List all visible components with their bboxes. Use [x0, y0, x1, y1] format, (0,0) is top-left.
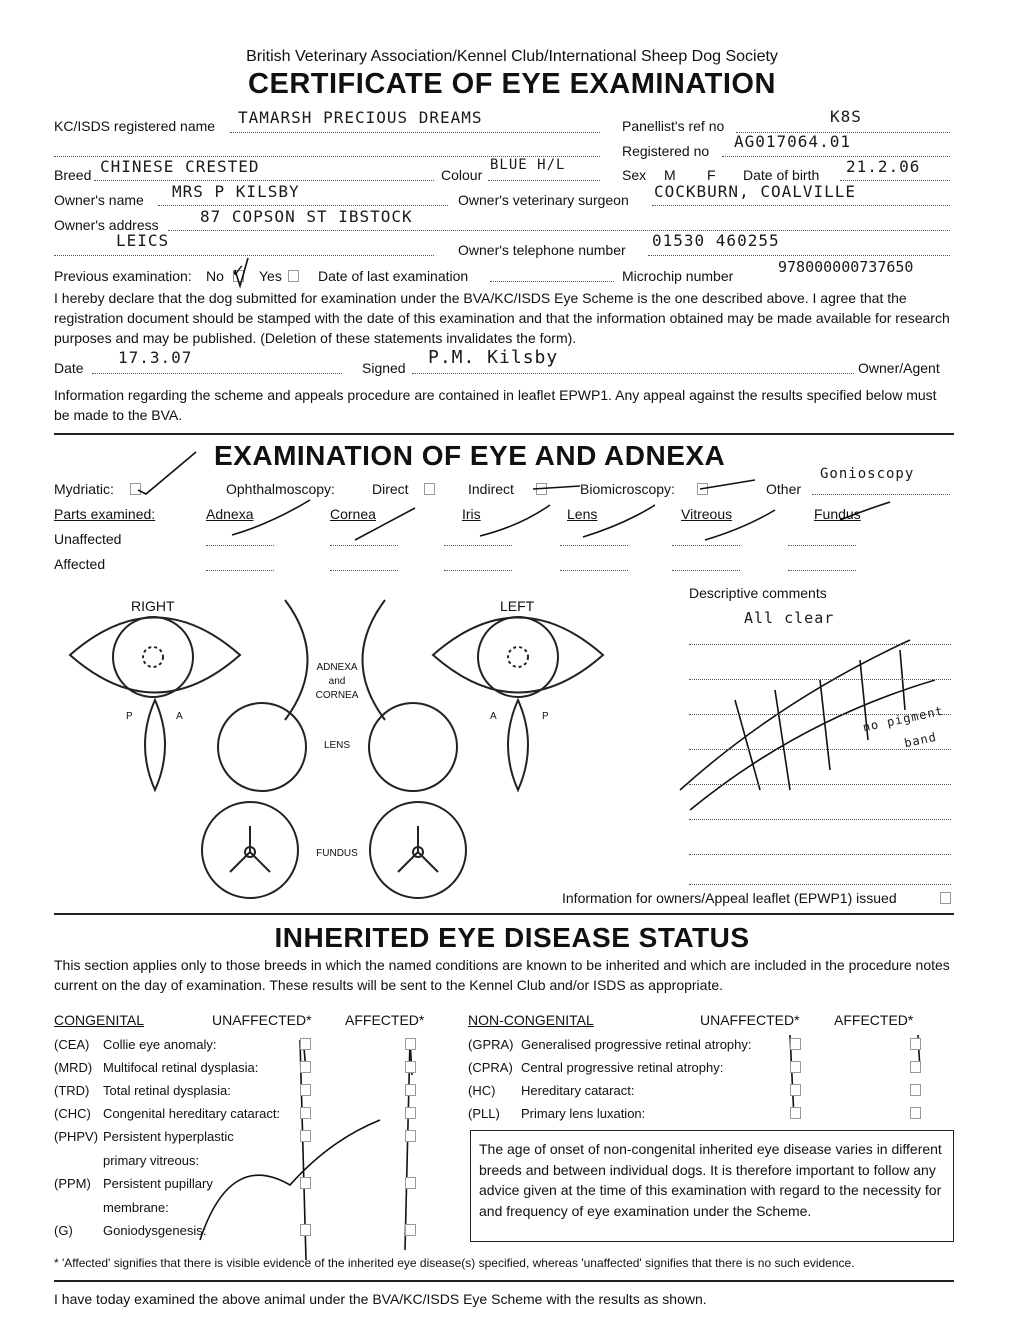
parts-label: Parts examined:	[54, 506, 156, 522]
part-adnexa: Adnexa	[206, 506, 254, 522]
left-cornea-arc	[363, 600, 386, 720]
dob-label: Date of birth	[743, 167, 820, 183]
registered-label: Registered no	[622, 143, 710, 159]
registered-value[interactable]: AG017064.01	[734, 132, 851, 151]
tick-cornea	[355, 508, 415, 540]
right-label: RIGHT	[131, 598, 175, 614]
cpra-name: Central progressive retinal atrophy:	[521, 1060, 724, 1075]
final-statement: I have today examined the above animal under the BVA/KC/ISDS Eye Scheme with the results as shown.	[54, 1291, 707, 1307]
phpv-name-2: primary vitreous:	[103, 1153, 200, 1168]
part-vitreous: Vitreous	[681, 506, 733, 522]
part-lens: Lens	[567, 506, 598, 522]
pll-code: (PLL)	[468, 1106, 500, 1121]
g-unaffected-checkbox[interactable]	[300, 1224, 311, 1236]
right-eye-outline	[70, 618, 240, 693]
direct-label: Direct	[372, 481, 409, 497]
address-value-2[interactable]: LEICS	[116, 231, 170, 250]
left-eye-outline	[433, 618, 603, 693]
gpra-unaffected-checkbox[interactable]	[790, 1038, 801, 1050]
left-fundus-vessels	[398, 826, 438, 872]
chc-unaffected-checkbox[interactable]	[300, 1107, 311, 1119]
tick-lens	[583, 505, 655, 537]
panellist-value[interactable]: K8S	[830, 107, 862, 126]
inherited-intro: This section applies only to those breeds in which the named conditions are known to be inherited and which are included in the procedure notes current on the day of examination. These results will be sent to the Kennel Club and/or ISDS as appropriate.	[54, 957, 950, 993]
prev-no-tick: ✓	[232, 258, 246, 282]
left-lens-profile	[508, 700, 528, 790]
margin-note-2: band	[902, 729, 939, 751]
address-value[interactable]: 87 COPSON ST IBSTOCK	[200, 207, 413, 226]
vet-label: Owner's veterinary surgeon	[458, 192, 629, 208]
right-a-label: A	[176, 711, 183, 722]
unaffected-label: Unaffected	[54, 531, 122, 547]
left-lens-circle	[369, 703, 457, 791]
kc-name-value[interactable]: TAMARSH PRECIOUS DREAMS	[238, 108, 483, 127]
comment-line-8[interactable]	[689, 870, 951, 885]
cpra-affected-checkbox[interactable]	[910, 1061, 921, 1073]
cpra-code: (CPRA)	[468, 1060, 513, 1075]
phpv-affected-checkbox[interactable]	[405, 1130, 416, 1142]
cea-name: Collie eye anomaly:	[103, 1037, 217, 1052]
right-eye-pupil	[143, 647, 163, 667]
left-label: LEFT	[500, 598, 535, 614]
congenital-affected-col: AFFECTED*	[345, 1012, 425, 1028]
hc-name: Hereditary cataract:	[521, 1083, 635, 1098]
non-congenital-affected-col: AFFECTED*	[834, 1012, 914, 1028]
indirect-label: Indirect	[468, 481, 514, 497]
cea-unaffected-checkbox[interactable]	[300, 1038, 311, 1050]
tick-mydriatic	[138, 452, 196, 494]
cpra-unaffected-checkbox[interactable]	[790, 1061, 801, 1073]
phpv-unaffected-checkbox[interactable]	[300, 1130, 311, 1142]
adnexa-label-1: ADNEXA	[316, 662, 358, 673]
ppm-name-2: membrane:	[103, 1200, 169, 1215]
other-label: Other	[766, 481, 802, 497]
gpra-name: Generalised progressive retinal atrophy:	[521, 1037, 752, 1052]
trd-unaffected-checkbox[interactable]	[300, 1084, 311, 1096]
comment-line-1[interactable]	[689, 630, 951, 645]
prev-exam-label: Previous examination:	[54, 268, 192, 284]
part-cornea: Cornea	[330, 506, 376, 522]
declaration-text: I hereby declare that the dog submitted for examination under the BVA/KC/ISDS Eye Scheme is the one described above. I agree that the registration document should be stamped with the date of this examination and that the information obtained may be made available for research purposes and may be published. (Deletion of these statements invalidates the form).	[54, 290, 950, 346]
adnexa-label-2: and	[328, 676, 346, 687]
dob-value[interactable]: 21.2.06	[846, 157, 921, 176]
comment-line-6[interactable]	[689, 805, 951, 820]
inherited-title: INHERITED EYE DISEASE STATUS	[274, 922, 750, 953]
mrd-unaffected-checkbox[interactable]	[300, 1061, 311, 1073]
congenital-unaffected-col: UNAFFECTED*	[212, 1012, 312, 1028]
congenital-label: CONGENITAL	[54, 1012, 144, 1028]
panellist-label: Panellist's ref no	[622, 118, 725, 134]
chc-code: (CHC)	[54, 1106, 91, 1121]
note-box: The age of onset of non-congenital inherited eye disease varies in different breeds and between individual dogs. It is therefore important to follow any advice given at the time of this examination with regard to the necessity for and frequency of eye examination under the Scheme.	[470, 1130, 954, 1242]
microchip-label: Microchip number	[622, 268, 734, 284]
g-affected-checkbox[interactable]	[405, 1224, 416, 1236]
ppm-name: Persistent pupillary	[103, 1176, 213, 1191]
ppm-unaffected-checkbox[interactable]	[300, 1177, 311, 1189]
right-eye-iris	[113, 617, 193, 697]
hc-affected-checkbox[interactable]	[910, 1084, 921, 1096]
microchip-value[interactable]: 978000000737650	[778, 258, 914, 276]
left-p-label: P	[542, 711, 549, 722]
g-name: Goniodysgenesis:	[103, 1223, 207, 1238]
date-value[interactable]: 17.3.07	[118, 348, 193, 367]
prev-yes[interactable]: Yes	[259, 268, 282, 284]
part-fundus: Fundus	[814, 506, 861, 522]
tick-prev-no	[235, 258, 248, 286]
phpv-code: (PHPV)	[54, 1129, 99, 1144]
g-code: (G)	[54, 1223, 73, 1238]
lens-label: LENS	[323, 740, 351, 751]
kc-name-label: KC/ISDS registered name	[54, 118, 216, 134]
ppm-code: (PPM)	[54, 1176, 91, 1191]
exam-title: EXAMINATION OF EYE AND ADNEXA	[214, 440, 726, 471]
signed-label: Signed	[362, 360, 406, 376]
date-label: Date	[54, 360, 84, 376]
leaflet-label: Information for owners/Appeal leaflet (EPWP1) issued	[562, 890, 897, 906]
last-exam-label: Date of last examination	[318, 268, 469, 284]
comment-line-5[interactable]	[689, 770, 951, 785]
chc-name: Congenital hereditary cataract:	[103, 1106, 281, 1121]
trd-affected-checkbox[interactable]	[405, 1084, 416, 1096]
left-eye-iris	[478, 617, 558, 697]
tick-iris	[480, 505, 550, 536]
gpra-affected-checkbox[interactable]	[910, 1038, 921, 1050]
comment-line-2[interactable]	[689, 665, 951, 680]
colour-value[interactable]: BLUE H/L	[490, 157, 566, 173]
page-title: CERTIFICATE OF EYE EXAMINATION	[248, 68, 776, 100]
tick-vitreous	[705, 510, 775, 540]
comment-value[interactable]: All clear	[744, 609, 835, 627]
breed-label: Breed	[54, 167, 92, 183]
leaflet-checkbox[interactable]	[940, 892, 951, 904]
tick-fundus	[840, 502, 890, 520]
mrd-name: Multifocal retinal dysplasia:	[103, 1060, 259, 1075]
header-org: British Veterinary Association/Kennel Club/International Sheep Dog Society	[246, 48, 778, 65]
pll-unaffected-checkbox[interactable]	[790, 1107, 801, 1119]
colour-label: Colour	[441, 167, 483, 183]
non-congenital-unaffected-col: UNAFFECTED*	[700, 1012, 800, 1028]
divider-3	[54, 1280, 954, 1282]
mrd-affected-checkbox[interactable]	[405, 1061, 416, 1073]
adnexa-label-3: CORNEA	[315, 690, 359, 701]
tick-biomicroscopy	[700, 480, 755, 489]
hc-unaffected-checkbox[interactable]	[790, 1084, 801, 1096]
tick-indirect	[533, 486, 580, 489]
margin-note-1: no pigment	[861, 703, 945, 735]
footnote: * 'Affected' signifies that there is visible evidence of the inherited eye disease(s) specified, whereas 'unaffected' signifies that there is no such evidence.	[54, 1256, 855, 1270]
owner-name-label: Owner's name	[54, 192, 144, 208]
sex-m[interactable]: M	[664, 167, 676, 183]
divider-2	[54, 913, 954, 915]
mrd-code: (MRD)	[54, 1060, 93, 1075]
pll-name: Primary lens luxation:	[521, 1106, 646, 1121]
right-lens-circle	[218, 703, 306, 791]
address-label: Owner's address	[54, 217, 159, 233]
phpv-name: Persistent hyperplastic	[103, 1129, 234, 1144]
cea-code: (CEA)	[54, 1037, 90, 1052]
comments-label: Descriptive comments	[689, 585, 827, 601]
fundus-label: FUNDUS	[316, 848, 358, 859]
left-a-label: A	[490, 711, 497, 722]
sex-label: Sex	[622, 167, 647, 183]
other-value[interactable]: Gonioscopy	[820, 466, 915, 482]
ppm-affected-checkbox[interactable]	[405, 1177, 416, 1189]
right-fundus-vessels	[230, 826, 270, 872]
pll-affected-checkbox[interactable]	[910, 1107, 921, 1119]
breed-value[interactable]: CHINESE CRESTED	[100, 157, 260, 176]
left-eye-pupil	[508, 647, 528, 667]
part-iris: Iris	[462, 506, 481, 522]
chc-affected-checkbox[interactable]	[405, 1107, 416, 1119]
gpra-code: (GPRA)	[468, 1037, 514, 1052]
phone-value[interactable]: 01530 460255	[652, 231, 780, 250]
trd-name: Total retinal dysplasia:	[103, 1083, 231, 1098]
right-cornea-arc	[285, 600, 308, 720]
biomicroscopy-label: Biomicroscopy:	[580, 481, 675, 497]
mydriatic-label: Mydriatic:	[54, 481, 114, 497]
owner-agent-label: Owner/Agent	[858, 360, 940, 376]
trd-code: (TRD)	[54, 1083, 90, 1098]
cea-affected-checkbox[interactable]	[405, 1038, 416, 1050]
tick-adnexa	[232, 500, 310, 535]
vet-value[interactable]: COCKBURN, COALVILLE	[654, 182, 857, 201]
comment-line-7[interactable]	[689, 840, 951, 855]
owner-name-value[interactable]: MRS P KILSBY	[172, 182, 300, 201]
hc-code: (HC)	[468, 1083, 496, 1098]
info-text: Information regarding the scheme and appeals procedure are contained in leaflet EPWP1. Any appeal against the results specified below must be made to the BVA.	[54, 387, 937, 423]
phone-label: Owner's telephone number	[458, 242, 626, 258]
affected-label: Affected	[54, 556, 106, 572]
ophthalmoscopy-label: Ophthalmoscopy:	[226, 481, 335, 497]
signed-value[interactable]: P.M. Kilsby	[428, 347, 559, 368]
right-p-label: P	[126, 711, 133, 722]
sex-f[interactable]: F	[707, 167, 716, 183]
right-lens-profile	[145, 700, 165, 790]
prev-no[interactable]: No	[206, 268, 224, 284]
non-congenital-label: NON-CONGENITAL	[468, 1012, 594, 1028]
